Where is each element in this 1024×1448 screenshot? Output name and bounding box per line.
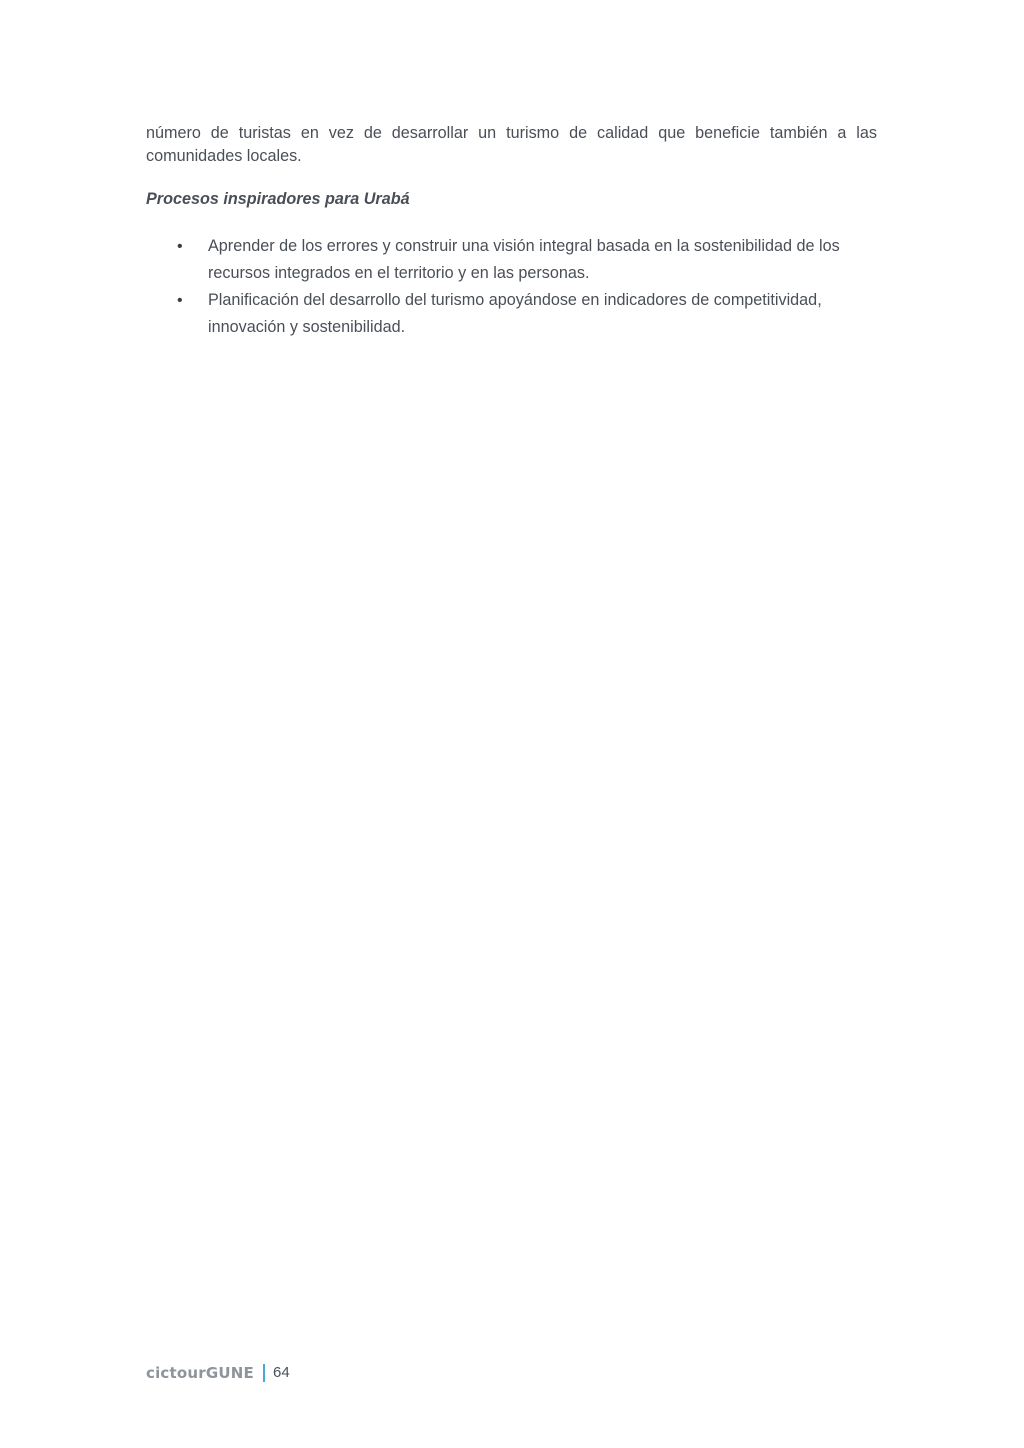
list-item-text: Aprender de los errores y construir una visión integral basada en la sostenibilidad de los recursos integrados en el territorio y en las personas. <box>208 237 840 282</box>
cictourgune-logo: cictourGUNE <box>146 1364 254 1382</box>
list-item-text: Planificación del desarrollo del turismo apoyándose en indicadores de competitividad, innovación y sostenibilidad. <box>208 291 822 336</box>
list-item <box>146 233 877 287</box>
page-footer <box>146 1361 290 1385</box>
intro-paragraph: número de turistas en vez de desarrollar un turismo de calidad que beneficie también a las comunidades locales. <box>146 124 877 165</box>
bullet-icon: • <box>177 292 183 309</box>
bullet-icon: • <box>177 238 183 255</box>
list-item <box>146 287 877 341</box>
section-heading: Procesos inspiradores para Urabá <box>146 190 410 208</box>
bullet-list <box>146 233 877 341</box>
footer-divider <box>263 1364 265 1382</box>
page-number: 64 <box>272 1364 290 1381</box>
